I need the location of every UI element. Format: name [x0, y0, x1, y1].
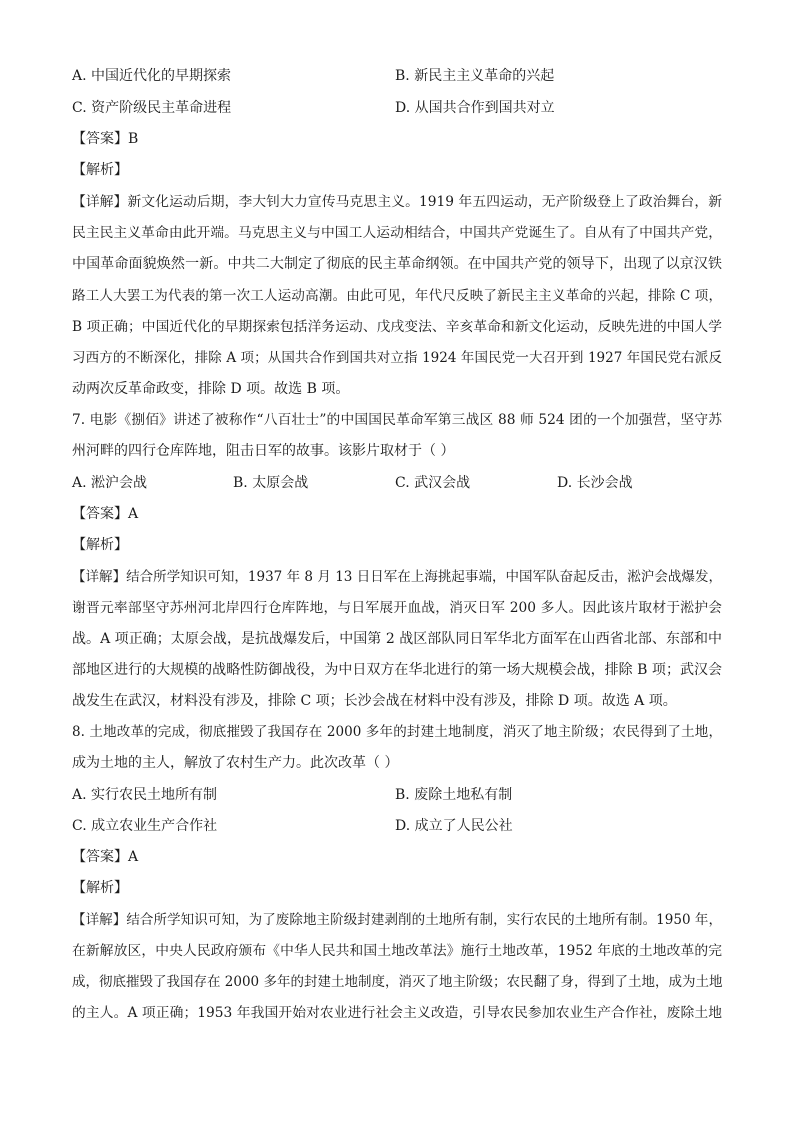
- q8-analysis-heading: 【解析】: [72, 880, 128, 896]
- q6-detail-line: 中国革命面貌焕然一新。中共二大制定了彻底的民主革命纲领。在中国共产党的领导下，出现了以京汉铁: [72, 256, 722, 272]
- q7-option-d: D. 长沙会战: [557, 475, 633, 491]
- q7-detail-line: 谢晋元率部坚守苏州河北岸四行仓库阵地，与日军展开血战，消灭日军 200 多人。因此该片取材于淞护会: [72, 600, 722, 616]
- q6-option-d: D. 从国共合作到国共对立: [395, 100, 555, 116]
- q8-stem-line: 8. 土地改革的完成，彻底摧毁了我国存在 2000 多年的封建土地制度，消灭了地主阶级；农民得到了土地，: [72, 724, 722, 740]
- q8-detail-line: 成，彻底摧毁了我国存在 2000 多年的封建土地制度，消灭了地主阶级；农民翻了身，得到了土地，成为土地: [72, 974, 723, 990]
- q7-stem-line: 7. 电影《捌佰》讲述了被称作“八百壮士”的中国国民革命军第三战区 88 师 524 团的一个加强营，坚守苏: [72, 412, 722, 428]
- q6-option-c: C. 资产阶级民主革命进程: [72, 100, 232, 116]
- q6-detail-line: 路工人大罢工为代表的第一次工人运动高潮。由此可见，年代尺反映了新民主主义革命的兴起，排除 C 项，: [72, 288, 722, 304]
- q6-detail-line: B 项正确；中国近代化的早期探索包括洋务运动、戊戌变法、辛亥革命和新文化运动，反映先进的中国人学: [72, 319, 722, 335]
- q7-option-c: C. 武汉会战: [395, 475, 471, 491]
- q8-stem-line: 成为土地的主人，解放了农村生产力。此次改革（ ）: [72, 755, 399, 771]
- q7-answer: 【答案】A: [72, 506, 139, 522]
- q7-stem-line: 州河畔的四行仓库阵地，阻击日军的故事。该影片取材于（ ）: [72, 443, 455, 459]
- q7-option-a: A. 淞沪会战: [72, 475, 148, 491]
- q6-detail-line: 【详解】新文化运动后期，李大钊大力宣传马克思主义。1919 年五四运动，无产阶级登上了政治舞台，新: [72, 194, 722, 210]
- q8-option-d: D. 成立了人民公社: [395, 818, 513, 834]
- q8-detail-line: 的主人。A 项正确；1953 年我国开始对农业进行社会主义改造，引导农民参加农业生产合作社，废除土地: [72, 1005, 722, 1021]
- q8-answer: 【答案】A: [72, 849, 139, 865]
- q7-analysis-heading: 【解析】: [72, 537, 128, 553]
- q8-option-a: A. 实行农民土地所有制: [72, 787, 218, 803]
- q8-option-b: B. 废除土地私有制: [395, 787, 513, 803]
- q7-detail-line: 部地区进行的大规模的战略性防御战役，为中日双方在华北进行的第一场大规模会战，排除 B 项；武汉会: [72, 662, 722, 678]
- q8-detail-line: 【详解】结合所学知识可知，为了废除地主阶级封建剥削的土地所有制，实行农民的土地所有制。1950 年，: [72, 912, 722, 928]
- q7-detail-line: 战。A 项正确；太原会战，是抗战爆发后，中国第 2 战区部队同日军华北方面军在山西省北部、东部和中: [72, 631, 722, 647]
- q6-detail-line: 习西方的不断深化，排除 A 项；从国共合作到国共对立指 1924 年国民党一大召开到 1927 年国民党右派反: [72, 350, 722, 366]
- q6-answer: 【答案】B: [72, 131, 139, 147]
- q6-detail-line: 民主民主义革命由此开端。马克思主义与中国工人运动相结合，中国共产党诞生了。自从有了中国共产党，: [72, 225, 722, 241]
- q6-option-b: B. 新民主主义革命的兴起: [395, 68, 555, 84]
- q8-option-c: C. 成立农业生产合作社: [72, 818, 218, 834]
- q6-detail-line: 动两次反革命政变，排除 D 项。故选 B 项。: [72, 381, 350, 397]
- q6-option-a: A. 中国近代化的早期探索: [72, 68, 232, 84]
- q6-analysis-heading: 【解析】: [72, 162, 128, 178]
- q7-option-b: B. 太原会战: [233, 475, 309, 491]
- q7-detail-line: 战发生在武汉，材料没有涉及，排除 C 项；长沙会战在材料中没有涉及，排除 D 项。故选 A 项。: [72, 693, 677, 709]
- q7-detail-line: 【详解】结合所学知识可知，1937 年 8 月 13 日日军在上海挑起事端，中国军队奋起反击，淞沪会战爆发，: [72, 569, 722, 585]
- q8-detail-line: 在新解放区，中央人民政府颁布《中华人民共和国土地改革法》施行土地改革，1952 年底的土地改革的完: [72, 943, 722, 959]
